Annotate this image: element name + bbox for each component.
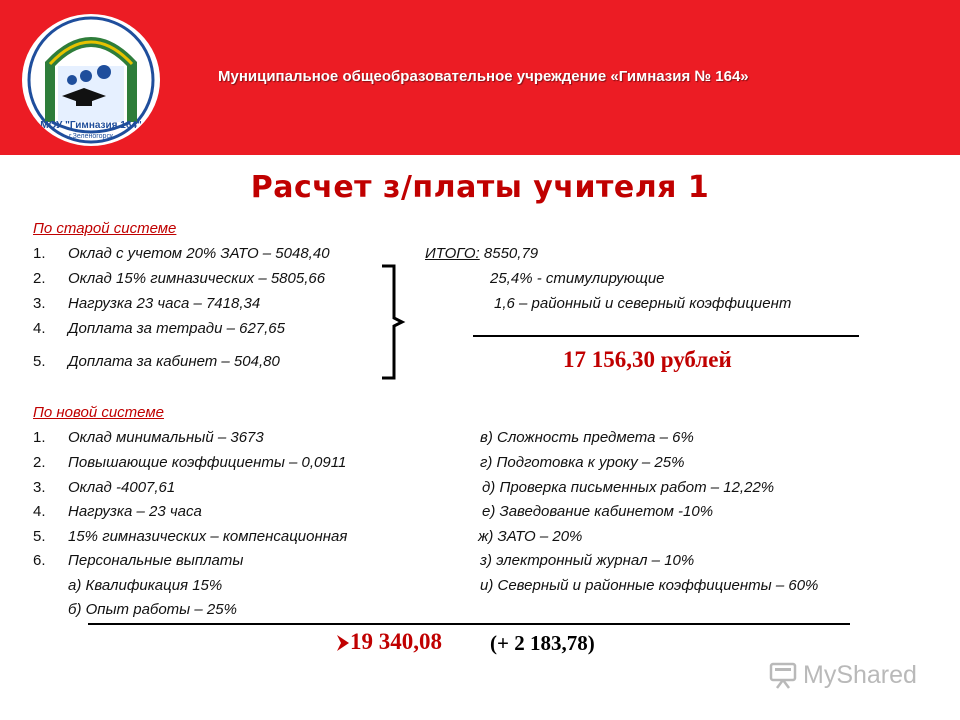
right-item: и) Северный и районные коэффициенты – 60%	[480, 577, 819, 594]
list-item: 5. 15% гимназических – компенсационная	[33, 528, 348, 545]
regional-coefficient: 1,6 – районный и северный коэффициент	[494, 295, 792, 312]
presentation-icon	[768, 661, 798, 689]
new-system-heading: По новой системе	[33, 404, 164, 421]
sub-item-experience: б) Опыт работы – 25%	[68, 601, 237, 618]
svg-text:г.Зеленогорск: г.Зеленогорск	[68, 133, 114, 140]
header-banner	[0, 0, 960, 155]
divider-line	[473, 335, 859, 337]
organization-name: Муниципальное общеобразовательное учреждение «Гимназия № 164»	[218, 68, 749, 85]
stimulating-percent: 25,4% - стимулирующие	[490, 270, 665, 287]
school-emblem-icon	[22, 14, 160, 146]
list-item: 4. Доплата за тетради – 627,65	[33, 320, 285, 337]
list-item: 3. Нагрузка 23 часа – 7418,34	[33, 295, 261, 312]
svg-text:МОУ "Гимназия 164": МОУ "Гимназия 164"	[40, 120, 142, 131]
right-item: з) электронный журнал – 10%	[480, 552, 695, 569]
watermark-text: MyShared	[803, 660, 917, 689]
list-item: 3. Оклад -4007,61	[33, 479, 176, 496]
curly-bracket-icon	[380, 264, 410, 382]
sub-item-qualification: а) Квалификация 15%	[68, 577, 223, 594]
list-item: 2. Повышающие коэффициенты – 0,0911	[33, 454, 347, 471]
list-item: 4. Нагрузка – 23 часа	[33, 503, 202, 520]
list-item: 5. Доплата за кабинет – 504,80	[33, 353, 280, 370]
arrow-bullet-icon	[336, 634, 350, 652]
list-item: 1. Оклад с учетом 20% ЗАТО – 5048,40	[33, 245, 330, 262]
new-system-total: 19 340,08	[350, 629, 442, 654]
right-item: ж) ЗАТО – 20%	[478, 528, 583, 545]
difference-amount: (+ 2 183,78)	[490, 631, 595, 655]
page-title: Расчет з/платы учителя 1	[250, 170, 710, 205]
right-item: д) Проверка письменных работ – 12,22%	[482, 479, 775, 496]
watermark	[768, 660, 917, 690]
list-item: 1. Оклад минимальный – 3673	[33, 429, 264, 446]
old-system-total: 17 156,30 рублей	[563, 347, 732, 372]
school-logo	[22, 14, 160, 146]
right-item: в) Сложность предмета – 6%	[480, 429, 694, 446]
list-item: 2. Оклад 15% гимназических – 5805,66	[33, 270, 326, 287]
itogo-line: ИТОГО: 8550,79	[425, 245, 539, 262]
old-system-heading: По старой системе	[33, 220, 177, 237]
right-item: г) Подготовка к уроку – 25%	[480, 454, 685, 471]
divider-line	[88, 623, 850, 625]
list-item: 6. Персональные выплаты	[33, 552, 244, 569]
right-item: е) Заведование кабинетом -10%	[482, 503, 714, 520]
